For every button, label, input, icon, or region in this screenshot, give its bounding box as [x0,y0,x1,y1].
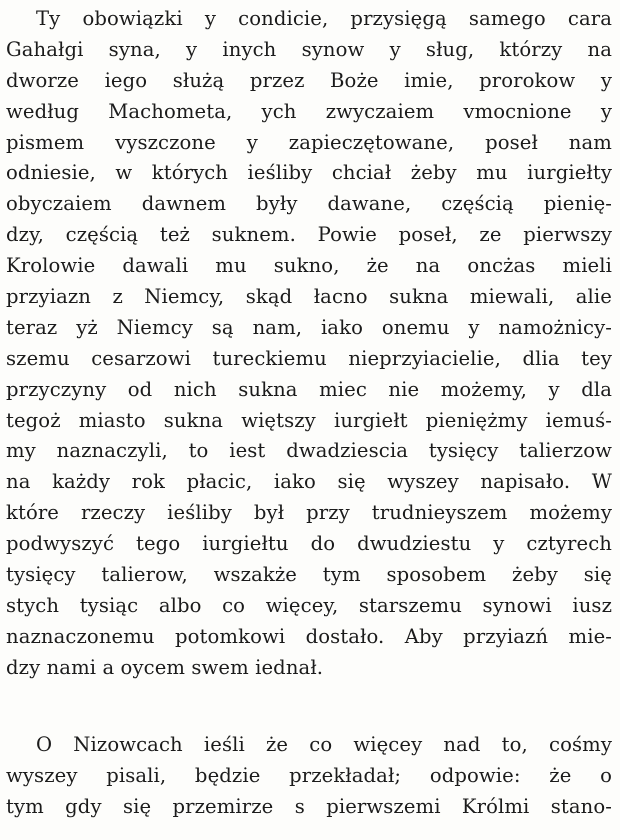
text-line: wyszey pisali, będzie przekładał; odpowie: że o [6,763,612,787]
text-line: tegoż miasto sukna więtszy iurgiełt pieniężmy iemuś- [6,408,612,432]
text-line: teraz yż Niemcy są nam, iako onemu y namożnicy- [6,315,612,339]
text-line: obyczaiem dawnem były dawane, częścią pienię- [6,192,612,216]
text-line: naznaczonemu potomkowi dostało. Aby przyiazń mie- [6,624,612,648]
text-line: dworze iego służą przez Boże imie, prorokow y [6,68,612,92]
text-line: Krolowie dawali mu sukno, że na oncżas mieli [6,254,612,278]
text-line: pismem vyszczone y zapieczętowane, poseł nam [6,130,612,154]
text-line: odniesie, w których ieśliby chciał żeby mu iurgiełty [6,161,612,185]
text-line: które rzeczy ieśliby był przy trudnieyszem możemy [6,501,612,525]
text-line: na każdy rok płacic, iako się wyszey napisało. W [6,470,612,494]
text-line: według Machometa, ych zwyczaiem vmocnione y [6,99,612,123]
paragraph-nizowcy [6,730,612,823]
text-line: my naznaczyli, to iest dwadziescia tysięcy talierzow [6,439,612,463]
text-line: Gahałgi syna, y inych synow y sług, którzy na [6,37,612,61]
text-line: przyiazn z Niemcy, skąd łacno sukna miewali, alie [6,285,612,309]
text-line: tym gdy się przemirze s pierwszemi Królmi stano- [6,794,612,818]
text-line: podwyszyć tego iurgiełtu do dwudziestu y cztyrech [6,532,612,556]
text-line: tysięcy talierow, wszakże tym sposobem żeby się [6,563,612,587]
text-line: dzy nami a oycem swem iednał. [6,655,324,679]
text-line: dzy, częścią też suknem. Powie poseł, ze pierwszy [6,223,612,247]
text-line: przyczyny od nich sukna miec nie możemy, y dla [6,377,612,401]
text-line: szemu cesarzowi tureckiemu nieprzyiacielie, dlia tey [6,346,612,370]
text-line: O Nizowcach ieśli że co więcey nad to, cośmy [36,733,612,756]
text-line: stych tysiąc albo co więcey, starszemu synowi iusz [6,593,612,617]
text-line: Ty obowiązki y condicie, przysięgą samego cara [36,7,612,30]
paragraph-obligations [6,4,612,684]
